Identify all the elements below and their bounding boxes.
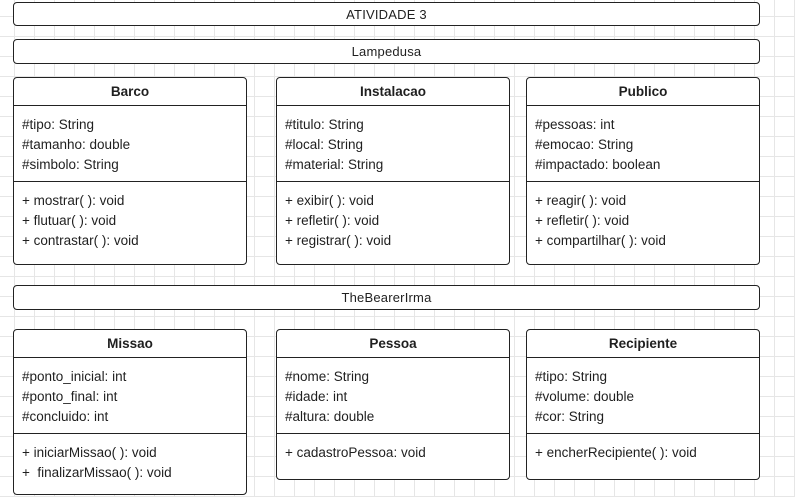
- attribute: #tamanho: double: [22, 137, 131, 152]
- method: + mostrar( ): void: [22, 193, 125, 208]
- attribute: #tipo: String: [22, 117, 95, 132]
- class-pessoa: [276, 329, 510, 480]
- method: + refletir( ): void: [285, 213, 380, 228]
- attributes-section: [277, 106, 509, 182]
- method: + contrastar( ): void: [22, 233, 139, 248]
- class-instalacao: [276, 77, 510, 265]
- attribute: #ponto_final: int: [22, 389, 118, 404]
- class-name: Instalacao: [277, 78, 509, 106]
- group-header-lampedusa: Lampedusa: [13, 39, 760, 64]
- attribute: #emocao: String: [535, 137, 634, 152]
- class-name: Recipiente: [527, 330, 759, 358]
- method: + encherRecipiente( ): void: [535, 445, 697, 460]
- method: + reagir( ): void: [535, 193, 627, 208]
- attribute: #ponto_inicial: int: [22, 369, 127, 384]
- attribute: #idade: int: [285, 389, 348, 404]
- attribute: #volume: double: [535, 389, 635, 404]
- attribute: #cor: String: [535, 409, 605, 424]
- class-barco: [13, 77, 247, 265]
- diagram-title: ATIVIDADE 3: [13, 2, 760, 26]
- methods-section: [14, 434, 246, 487]
- attribute: #concluido: int: [22, 409, 109, 424]
- methods-section: [277, 434, 509, 467]
- method: + exibir( ): void: [285, 193, 374, 208]
- method: + iniciarMissao( ): void: [22, 445, 157, 460]
- class-name: Pessoa: [277, 330, 509, 358]
- method: + cadastroPessoa: void: [285, 445, 426, 460]
- class-name: Barco: [14, 78, 246, 106]
- group-header-thebearerirma: TheBearerIrma: [13, 285, 760, 310]
- class-publico: [526, 77, 760, 265]
- method: + finalizarMissao( ): void: [22, 465, 172, 480]
- class-recipiente: [526, 329, 760, 480]
- attribute: #nome: String: [285, 369, 370, 384]
- attribute: #altura: double: [285, 409, 375, 424]
- attribute: #pessoas: int: [535, 117, 615, 132]
- class-name: Publico: [527, 78, 759, 106]
- class-name: Missao: [14, 330, 246, 358]
- attributes-section: [14, 358, 246, 434]
- method: + refletir( ): void: [535, 213, 630, 228]
- method: + registrar( ): void: [285, 233, 392, 248]
- method: + flutuar( ): void: [22, 213, 117, 228]
- attributes-section: [527, 106, 759, 182]
- attribute: #simbolo: String: [22, 157, 119, 172]
- attribute: #impactado: boolean: [535, 157, 661, 172]
- attributes-section: [277, 358, 509, 434]
- methods-section: [14, 182, 246, 255]
- attributes-section: [14, 106, 246, 182]
- attribute: #material: String: [285, 157, 384, 172]
- attribute: #tipo: String: [535, 369, 608, 384]
- attributes-section: [527, 358, 759, 434]
- methods-section: [527, 434, 759, 467]
- method: + compartilhar( ): void: [535, 233, 666, 248]
- attribute: #titulo: String: [285, 117, 364, 132]
- methods-section: [277, 182, 509, 255]
- attribute: #local: String: [285, 137, 364, 152]
- class-missao: [13, 329, 247, 495]
- methods-section: [527, 182, 759, 255]
